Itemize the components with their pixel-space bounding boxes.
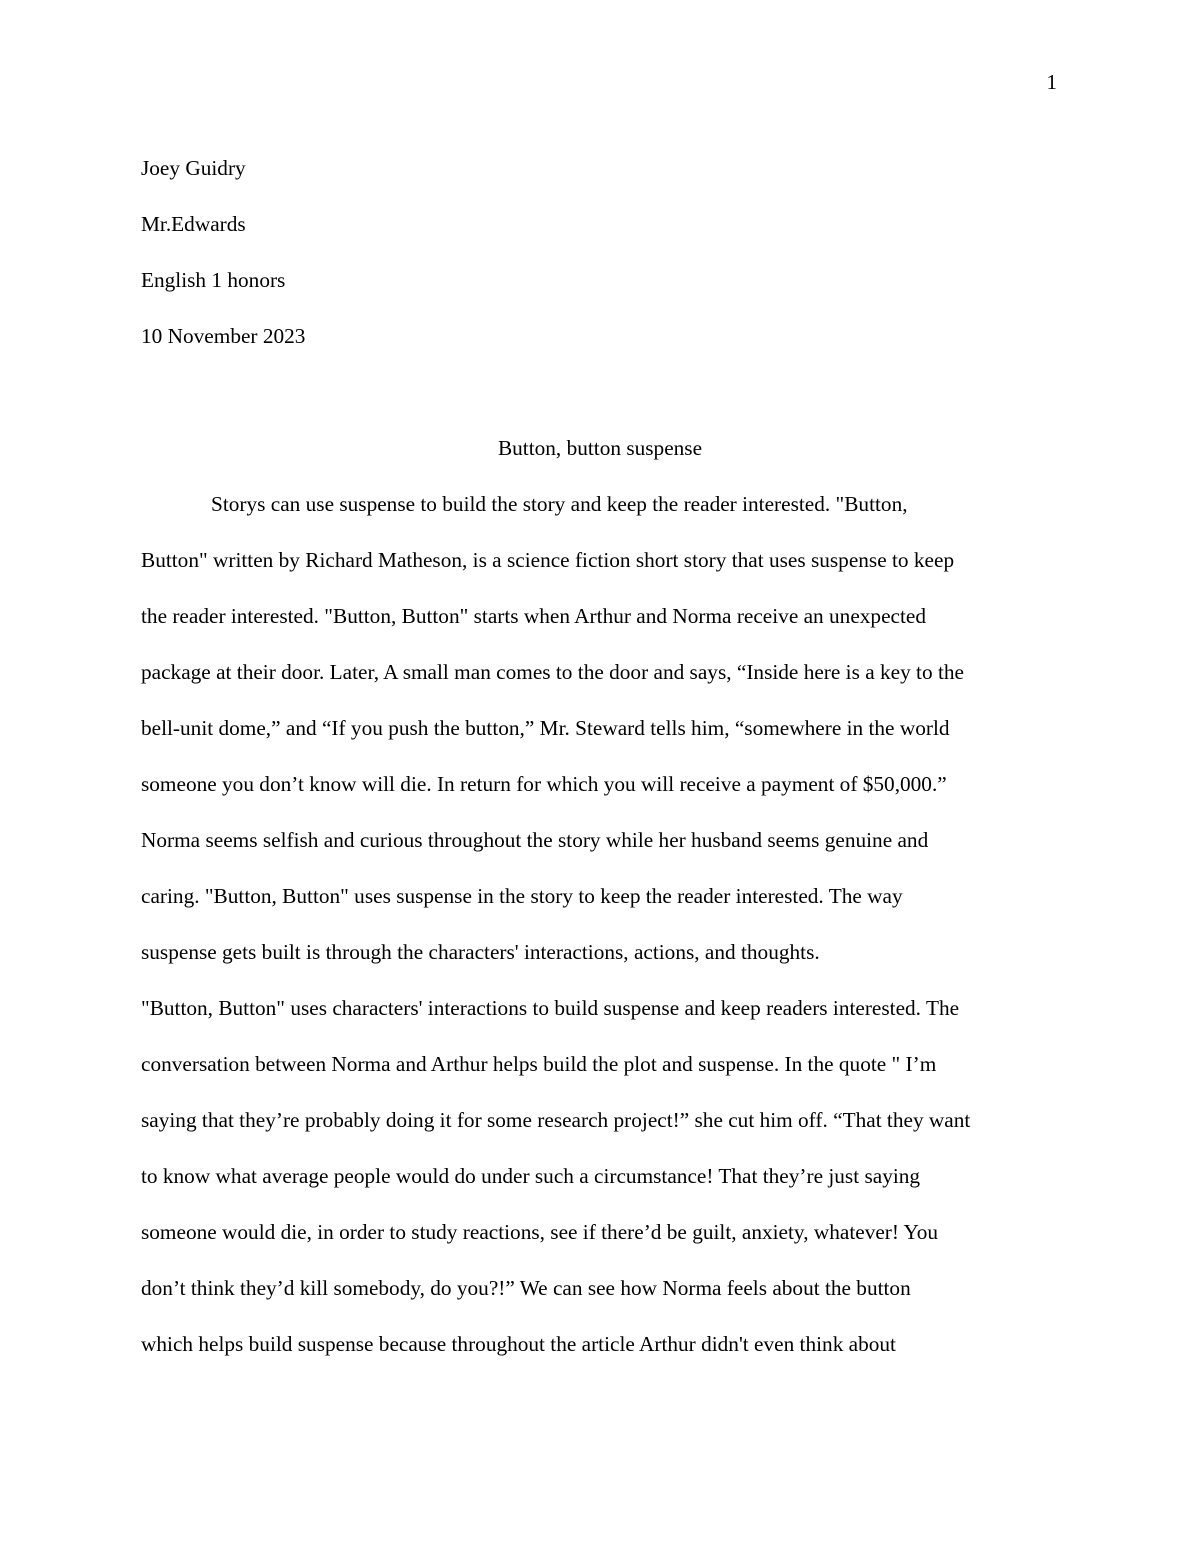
body-line: Storys can use suspense to build the story and keep the reader interested. "Button, xyxy=(211,492,908,516)
body-line: saying that they’re probably doing it for some research project!” she cut him off. “That they want xyxy=(141,1108,971,1132)
document-body xyxy=(141,140,1059,1372)
student-name: Joey Guidry xyxy=(141,156,246,180)
body-line: package at their door. Later, A small man comes to the door and says, “Inside here is a key to the xyxy=(141,660,964,684)
date-line: 10 November 2023 xyxy=(141,324,306,348)
blank-line xyxy=(141,364,1059,420)
body-line: suspense gets built is through the characters' interactions, actions, and thoughts. xyxy=(141,940,820,964)
body-line: Norma seems selfish and curious throughout the story while her husband seems genuine and xyxy=(141,828,929,852)
body-line: someone you don’t know will die. In return for which you will receive a payment of $50,000.” xyxy=(141,772,947,796)
body-line: caring. "Button, Button" uses suspense in the story to keep the reader interested. The way xyxy=(141,884,903,908)
body-line: conversation between Norma and Arthur helps build the plot and suspense. In the quote " I’m xyxy=(141,1052,937,1076)
course-name: English 1 honors xyxy=(141,268,286,292)
body-line: bell-unit dome,” and “If you push the button,” Mr. Steward tells him, “somewhere in the world xyxy=(141,716,950,740)
essay-title: Button, button suspense xyxy=(497,436,703,460)
body-line: to know what average people would do under such a circumstance! That they’re just saying xyxy=(141,1164,921,1188)
body-line: someone would die, in order to study reactions, see if there’d be guilt, anxiety, whatever! You xyxy=(141,1220,939,1244)
teacher-name: Mr.Edwards xyxy=(141,212,246,236)
body-line: the reader interested. "Button, Button" starts when Arthur and Norma receive an unexpected xyxy=(141,604,926,628)
body-line: which helps build suspense because throughout the article Arthur didn't even think about xyxy=(141,1332,896,1356)
page-number: 1 xyxy=(1046,70,1057,94)
body-line: don’t think they’d kill somebody, do you?!” We can see how Norma feels about the button xyxy=(141,1276,911,1300)
body-line: Button" written by Richard Matheson, is a science fiction short story that uses suspense to keep xyxy=(141,548,955,572)
body-line: "Button, Button" uses characters' interactions to build suspense and keep readers interested. The xyxy=(141,996,960,1020)
